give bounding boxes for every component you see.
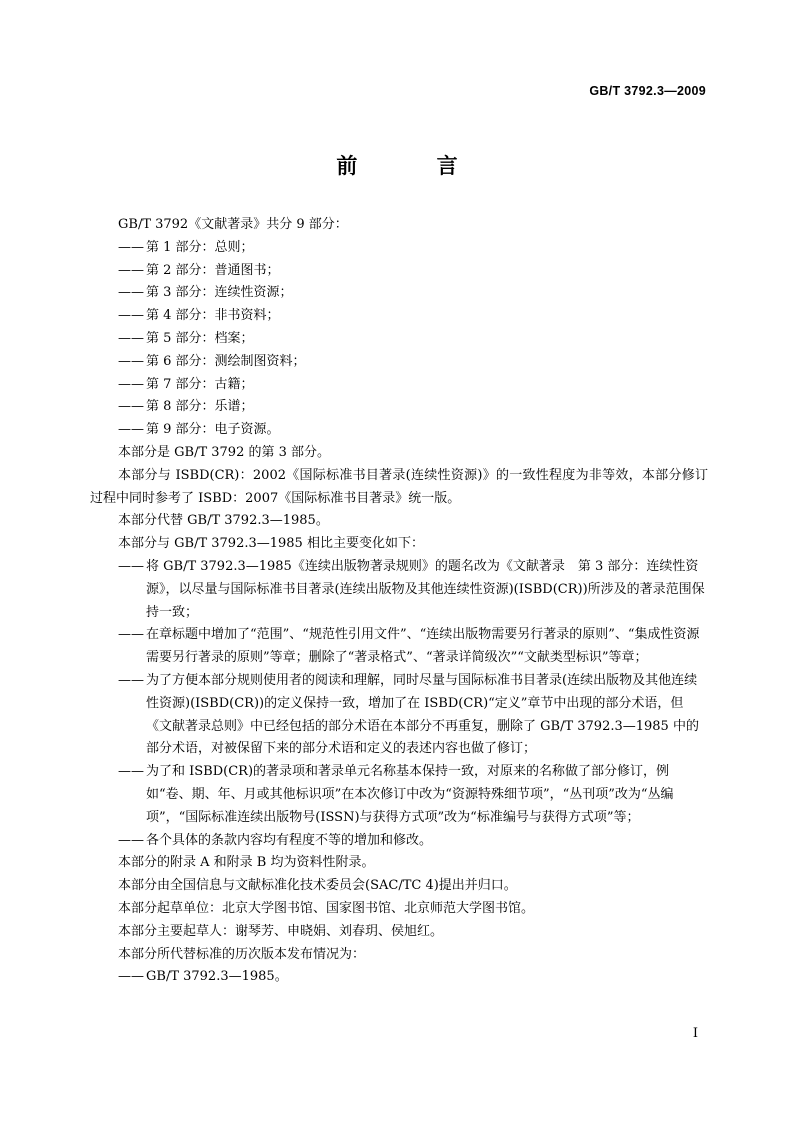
- closing-annex: 本部分的附录 A 和附录 B 均为资料性附录。: [118, 855, 375, 871]
- changes-intro: 本部分与 GB/T 3792.3—1985 相比主要变化如下：: [118, 536, 424, 552]
- changes-list: [90, 556, 708, 852]
- dash-mark: ——: [118, 558, 144, 574]
- parts-list: [90, 237, 708, 442]
- dash-mark: ——: [118, 969, 144, 985]
- list-item: —— 第 4 部分：非书资料；: [90, 305, 708, 328]
- statement-replaces: 本部分代替 GB/T 3792.3—1985。: [118, 513, 329, 529]
- dash-mark: ——: [118, 308, 144, 324]
- list-item: —— 第 8 部分：乐谱；: [90, 396, 708, 419]
- list-item: —— 第 9 部分：电子资源。: [90, 419, 708, 442]
- dash-mark: ——: [118, 832, 144, 848]
- page-title: 前 言: [336, 153, 494, 178]
- closing-drafting-units: 本部分起草单位：北京大学图书馆、国家图书馆、北京师范大学图书馆。: [118, 900, 535, 916]
- previous-version-item: —— GB/T 3792.3—1985。: [90, 966, 708, 989]
- dash-mark: ——: [118, 285, 144, 301]
- dash-mark: ——: [118, 376, 144, 392]
- dash-mark: ——: [118, 239, 144, 255]
- page-number: I: [692, 1026, 698, 1041]
- closing-history-intro: 本部分所代替标准的历次版本发布情况为：: [118, 946, 366, 962]
- list-item: —— 第 6 部分：测绘制图资料；: [90, 351, 708, 374]
- statement-part3: 本部分是 GB/T 3792 的第 3 部分。: [118, 444, 331, 460]
- list-item: —— 第 5 部分：档案；: [90, 328, 708, 351]
- list-item: —— 为了方便本部分规则使用者的阅读和理解，同时尽量与国际标准书目著录(连续出版物及其他连续性资源)(ISBD(CR))的定义保持一致，增加了在 ISBD(CR)“定义”章节中出现的部分术语，但《文献著录总则》中已经包括的部分术语在本部分不再重复，删除了 GB/T 3792.3—1985 中的部分术语，对被保留下来的部分术语和定义的表述内容也做了修订；: [90, 670, 708, 761]
- dash-mark: ——: [118, 764, 144, 780]
- dash-mark: ——: [118, 627, 144, 643]
- document-body: [90, 214, 708, 989]
- dash-mark: ——: [118, 330, 144, 346]
- standard-code: GB/T 3792.3—2009: [589, 84, 706, 98]
- dash-mark: ——: [118, 399, 144, 415]
- dash-mark: ——: [118, 422, 144, 438]
- list-item: —— 各个具体的条款内容均有程度不等的增加和修改。: [90, 830, 708, 853]
- dash-mark: ——: [118, 672, 144, 688]
- closing-proposer: 本部分由全国信息与文献标准化技术委员会(SAC/TC 4)提出并归口。: [118, 878, 517, 894]
- statement-consistency: 本部分与 ISBD(CR)：2002《国际标准书目著录(连续性资源)》的一致性程度为非等效，本部分修订过程中同时参考了 ISBD：2007《国际标准书目著录》统一版。: [90, 467, 708, 506]
- list-item: —— 第 1 部分：总则；: [90, 237, 708, 260]
- dash-mark: ——: [118, 353, 144, 369]
- list-item: —— 在章标题中增加了“范围”、“规范性引用文件”、“连续出版物需要另行著录的原则”、“集成性资源需要另行著录的原则”等章；删除了“著录格式”、“著录详简级次”“文献类型标识”等章；: [90, 624, 708, 670]
- closing-drafters: 本部分主要起草人：谢琴芳、申晓娟、刘春玥、侯旭红。: [118, 923, 444, 939]
- dash-mark: ——: [118, 262, 144, 278]
- list-item: —— 第 2 部分：普通图书；: [90, 260, 708, 283]
- list-item: —— 将 GB/T 3792.3—1985《连续出版物著录规则》的题名改为《文献著录 第 3 部分：连续性资源》，以尽量与国际标准书目著录(连续出版物及其他连续性资源)(ISBD(CR))所涉及的著录范围保持一致；: [90, 556, 708, 624]
- list-item: —— 为了和 ISBD(CR)的著录项和著录单元名称基本保持一致，对原来的名称做了部分修订，例如“卷、期、年、月或其他标识项”在本次修订中改为“资源特殊细节项”，“丛刊项”改为“丛编项”，“国际标准连续出版物号(ISSN)与获得方式项”改为“标准编号与获得方式项”等；: [90, 761, 708, 829]
- list-item: —— 第 7 部分：古籍；: [90, 374, 708, 397]
- list-item: —— 第 3 部分：连续性资源；: [90, 282, 708, 305]
- parts-intro: GB/T 3792《文献著录》共分 9 部分：: [118, 217, 348, 232]
